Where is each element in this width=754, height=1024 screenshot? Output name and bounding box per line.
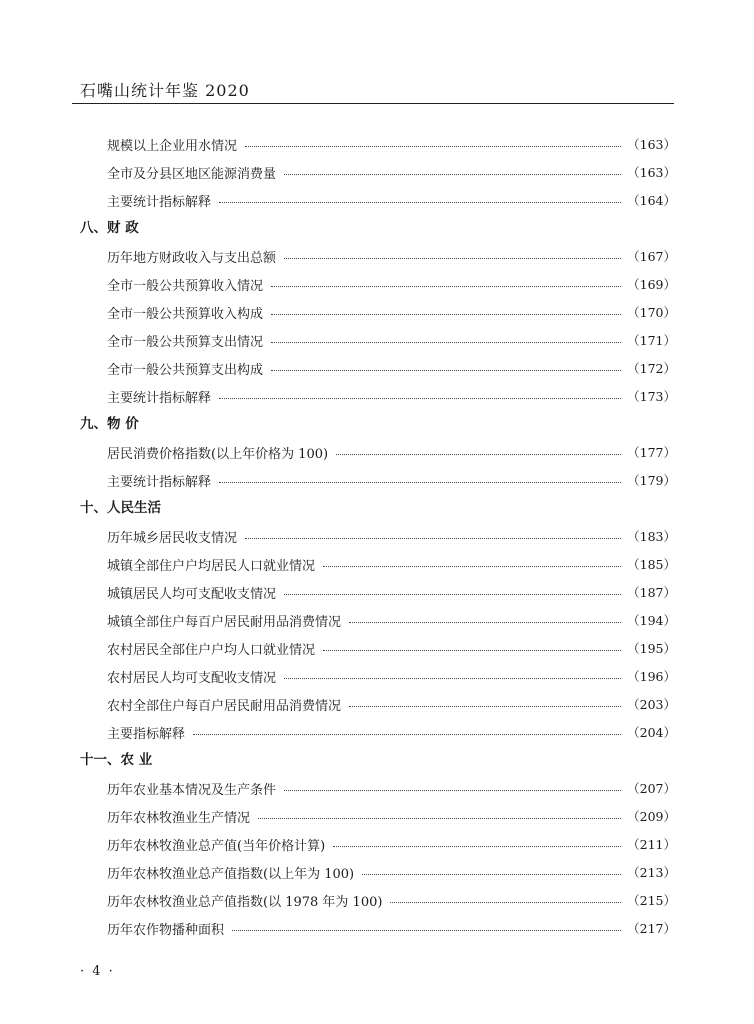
dot-leader — [245, 146, 621, 147]
toc-entry-page: （167） — [627, 249, 676, 264]
toc-entry-title: 城镇居民人均可支配收支情况 — [107, 586, 277, 602]
toc-entry[interactable] — [0, 634, 754, 662]
toc-entry-page: （185） — [627, 557, 676, 572]
toc-entry[interactable] — [0, 662, 754, 690]
section-heading: 八、财 政 — [80, 220, 139, 236]
dot-leader — [349, 706, 621, 707]
dot-leader — [333, 846, 621, 847]
toc-entry-title: 历年城乡居民收支情况 — [107, 530, 238, 546]
toc-entry-page: （211） — [627, 837, 676, 852]
toc-entry-page: （171） — [627, 333, 676, 348]
toc-entry-page: （209） — [627, 809, 676, 824]
dot-leader — [284, 790, 621, 791]
toc-entry-title: 农村居民全部住户户均人口就业情况 — [107, 642, 316, 658]
toc-entry[interactable] — [0, 186, 754, 214]
toc-entry[interactable] — [0, 466, 754, 494]
dot-leader — [284, 594, 621, 595]
toc-entry-title: 主要统计指标解释 — [107, 194, 212, 210]
toc-entry-page: （207） — [627, 781, 676, 796]
toc-entry-page: （196） — [627, 669, 676, 684]
toc-entry-title: 历年农林牧渔业总产值指数(以上年为 100) — [107, 866, 355, 882]
toc-entry-title: 规模以上企业用水情况 — [107, 138, 238, 154]
toc-entry-title: 城镇全部住户户均居民人口就业情况 — [107, 558, 316, 574]
toc-entry-page: （194） — [627, 613, 676, 628]
dot-leader — [362, 874, 621, 875]
toc-entry[interactable] — [0, 578, 754, 606]
toc-entry-page: （195） — [627, 641, 676, 656]
toc-entry-title: 历年农林牧渔业总产值(当年价格计算) — [107, 838, 326, 854]
toc-entry-title: 主要指标解释 — [107, 726, 186, 742]
section-heading: 十一、农 业 — [80, 752, 153, 768]
toc-entry[interactable] — [0, 606, 754, 634]
dot-leader — [349, 622, 621, 623]
dot-leader — [271, 286, 621, 287]
toc-entry-title: 历年地方财政收入与支出总额 — [107, 250, 277, 266]
dot-leader — [284, 678, 621, 679]
dot-leader — [271, 314, 621, 315]
toc-entry-page: （179） — [627, 473, 676, 488]
toc-entry-page: （204） — [627, 725, 676, 740]
toc-entry[interactable] — [0, 158, 754, 186]
toc-entry-page: （169） — [627, 277, 676, 292]
toc-entry[interactable] — [0, 326, 754, 354]
toc-entry-page: （163） — [627, 165, 676, 180]
toc-entry[interactable] — [0, 550, 754, 578]
dot-leader — [219, 202, 621, 203]
toc-entry-title: 主要统计指标解释 — [107, 474, 212, 490]
dot-leader — [336, 454, 621, 455]
dot-leader — [271, 342, 621, 343]
toc-entry-title: 历年农林牧渔业生产情况 — [107, 810, 251, 826]
toc-entry-title: 全市一般公共预算收入情况 — [107, 278, 264, 294]
toc-entry-page: （215） — [627, 893, 676, 908]
section-heading: 九、物 价 — [80, 416, 139, 432]
toc-entry-page: （172） — [627, 361, 676, 376]
toc-entry[interactable] — [0, 298, 754, 326]
dot-leader — [193, 734, 621, 735]
dot-leader — [232, 930, 621, 931]
toc-entry[interactable] — [0, 830, 754, 858]
toc-entry[interactable] — [0, 270, 754, 298]
running-header: 石嘴山统计年鉴 2020 — [80, 81, 250, 100]
dot-leader — [390, 902, 621, 903]
dot-leader — [323, 566, 621, 567]
toc-entry-title: 居民消费价格指数(以上年价格为 100) — [107, 446, 329, 462]
table-of-contents — [0, 130, 754, 942]
toc-entry-page: （203） — [627, 697, 676, 712]
toc-entry-page: （187） — [627, 585, 676, 600]
toc-entry[interactable] — [0, 690, 754, 718]
toc-entry-title: 全市及分县区地区能源消费量 — [107, 166, 277, 182]
toc-entry[interactable] — [0, 382, 754, 410]
dot-leader — [258, 818, 621, 819]
toc-entry[interactable] — [0, 438, 754, 466]
dot-leader — [271, 370, 621, 371]
toc-entry-page: （170） — [627, 305, 676, 320]
toc-entry-page: （217） — [627, 921, 676, 936]
toc-entry-title: 全市一般公共预算收入构成 — [107, 306, 264, 322]
section-heading: 十、人民生活 — [80, 500, 161, 516]
toc-entry-page: （177） — [627, 445, 676, 460]
header-rule — [72, 103, 674, 104]
toc-entry[interactable] — [0, 242, 754, 270]
dot-leader — [245, 538, 621, 539]
dot-leader — [219, 482, 621, 483]
toc-entry[interactable] — [0, 774, 754, 802]
dot-leader — [323, 650, 621, 651]
dot-leader — [284, 258, 621, 259]
toc-entry[interactable] — [0, 886, 754, 914]
toc-entry-page: （163） — [627, 137, 676, 152]
page-number: · 4 · — [80, 964, 115, 979]
toc-entry-title: 历年农林牧渔业总产值指数(以 1978 年为 100) — [107, 894, 383, 910]
toc-entry-title: 主要统计指标解释 — [107, 390, 212, 406]
toc-entry-page: （164） — [627, 193, 676, 208]
toc-entry[interactable] — [0, 354, 754, 382]
toc-entry-title: 农村居民人均可支配收支情况 — [107, 670, 277, 686]
toc-entry[interactable] — [0, 718, 754, 746]
dot-leader — [284, 174, 621, 175]
toc-entry[interactable] — [0, 858, 754, 886]
toc-entry[interactable] — [0, 130, 754, 158]
toc-entry-page: （173） — [627, 389, 676, 404]
toc-entry[interactable] — [0, 802, 754, 830]
dot-leader — [219, 398, 621, 399]
toc-entry-title: 全市一般公共预算支出构成 — [107, 362, 264, 378]
toc-entry-page: （183） — [627, 529, 676, 544]
toc-entry-title: 全市一般公共预算支出情况 — [107, 334, 264, 350]
toc-entry[interactable] — [0, 914, 754, 942]
toc-entry-title: 历年农业基本情况及生产条件 — [107, 782, 277, 798]
toc-entry-title: 历年农作物播种面积 — [107, 922, 225, 938]
toc-entry-title: 农村全部住户每百户居民耐用品消费情况 — [107, 698, 342, 714]
toc-entry-page: （213） — [627, 865, 676, 880]
toc-entry[interactable] — [0, 522, 754, 550]
toc-entry-title: 城镇全部住户每百户居民耐用品消费情况 — [107, 614, 342, 630]
